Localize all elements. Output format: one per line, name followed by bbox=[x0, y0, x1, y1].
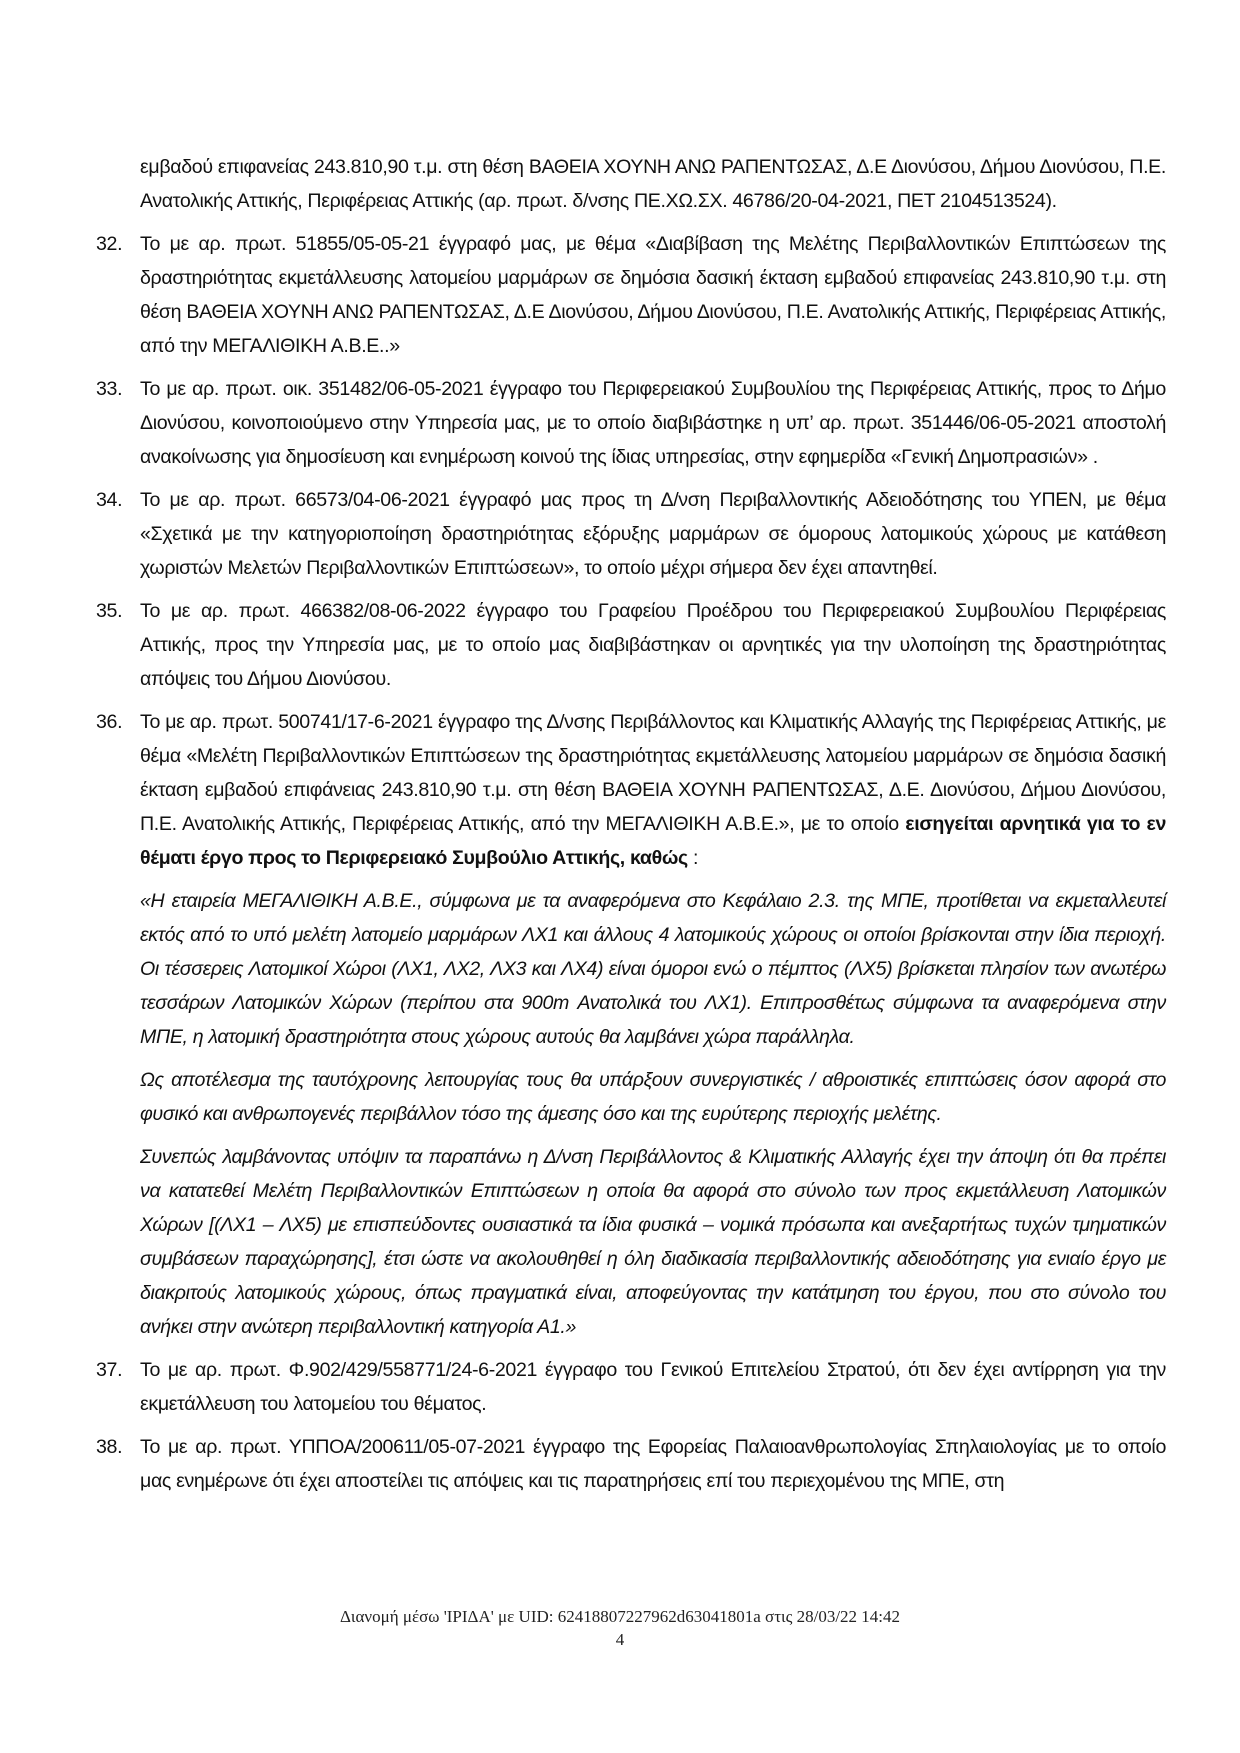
list-item-32 bbox=[96, 227, 1166, 363]
item-number: 32. bbox=[96, 233, 123, 255]
page-number: 4 bbox=[615, 1630, 625, 1649]
list-item-35 bbox=[96, 594, 1166, 696]
quote-paragraph-1: «Η εταιρεία ΜΕΓΑΛΙΘΙΚΗ Α.Β.Ε., σύμφωνα με τα αναφερόμενα στο Κεφάλαιο 2.3. της ΜΠΕ, προτίθεται να εκμεταλλευτεί εκτός από το υπό μελέτη λατομείο μαρμάρων ΛΧ1 και άλλους 4 λατομικούς χώρους οι οποίοι βρίσκονται στην ίδια περιοχή. Οι τέσσερεις Λατομικοί Χώροι (ΛΧ1, ΛΧ2, ΛΧ3 και ΛΧ4) είναι όμοροι ενώ ο πέμπτος (ΛΧ5) βρίσκεται πλησίον των ανωτέρω τεσσάρων Λατομικών Χώρων (περίπου στα 900m Ανατολικά του ΛΧ1). Επιπροσθέτως σύμφωνα τα αναφερόμενα στην ΜΠΕ, η λατομική δραστηριότητα στους χώρους αυτούς θα λαμβάνει χώρα παράλληλα. bbox=[140, 890, 1166, 1048]
item-number: 35. bbox=[96, 600, 123, 622]
quote-paragraph-2: Ως αποτέλεσμα της ταυτόχρονης λειτουργίας τους θα υπάρξουν συνεργιστικές / αθροιστικές επιπτώσεις όσον αφορά στο φυσικό και ανθρωπογενές περιβάλλον τόσο της άμεσης όσο και της ευρύτερης περιοχής μελέτης. bbox=[140, 1069, 1166, 1125]
list-item-38 bbox=[96, 1430, 1166, 1498]
list-item-34 bbox=[96, 483, 1166, 585]
page-footer bbox=[0, 1605, 1240, 1651]
item-text: Το με αρ. πρωτ. 66573/04-06-2021 έγγραφό μας προς τη Δ/νση Περιβαλλοντικής Αδειοδότησης του ΥΠΕΝ, με θέμα «Σχετικά με την κατηγοριοποίηση δραστηριότητας εξόρυξης μαρμάρων σε όμορους λατομικούς χώρους με κατάθεση χωριστών Μελετών Περιβαλλοντικών Επιπτώσεων», το οποίο μέχρι σήμερα δεν έχει απαντηθεί. bbox=[140, 489, 1166, 579]
distribution-note: Διανομή μέσω 'ΙΡΙΔΑ' με UID: 62418807227962d63041801a στις 28/03/22 14:42 bbox=[339, 1607, 901, 1626]
item-number: 38. bbox=[96, 1436, 123, 1458]
document-body bbox=[96, 150, 1166, 1507]
intro-continuation: εμβαδού επιφανείας 243.810,90 τ.μ. στη θέση ΒΑΘΕΙΑ ΧΟΥΝΗ ΑΝΩ ΡΑΠΕΝΤΩΣΑΣ, Δ.Ε Διονύσου, Δήμου Διονύσου, Π.Ε. Ανατολικής Αττικής, Περιφέρειας Αττικής (αρ. πρωτ. δ/νσης ΠΕ.ΧΩ.ΣΧ. 46786/20-04-2021, ΠΕΤ 2104513524). bbox=[140, 156, 1166, 212]
item-text-tail: : bbox=[687, 847, 699, 869]
item-text: Το με αρ. πρωτ. 51855/05-05-21 έγγραφό μας, με θέμα «Διαβίβαση της Μελέτης Περιβαλλοντικών Επιπτώσεων της δραστηριότητας εκμετάλλευσης λατομείου μαρμάρων σε δημόσια δασική έκταση εμβαδού επιφανείας 243.810,90 τ.μ. στη θέση ΒΑΘΕΙΑ ΧΟΥΝΗ ΑΝΩ ΡΑΠΕΝΤΩΣΑΣ, Δ.Ε Διονύσου, Δήμου Διονύσου, Π.Ε. Ανατολικής Αττικής, Περιφέρειας Αττικής, από την ΜΕΓΑΛΙΘΙΚΗ Α.Β.Ε..» bbox=[140, 233, 1166, 357]
list-item-37 bbox=[96, 1353, 1166, 1421]
item-number: 34. bbox=[96, 489, 123, 511]
list-item-33 bbox=[96, 372, 1166, 474]
list-item-36 bbox=[96, 705, 1166, 875]
quote-paragraph-3: Συνεπώς λαμβάνοντας υπόψιν τα παραπάνω η Δ/νση Περιβάλλοντος & Κλιματικής Αλλαγής έχει την άποψη ότι θα πρέπει να κατατεθεί Μελέτη Περιβαλλοντικών Επιπτώσεων η οποία θα αφορά στο σύνολο των προς εκμετάλλευση Λατομικών Χώρων [(ΛΧ1 – ΛΧ5) με επισπεύδοντες ουσιαστικά τα ίδια φυσικά – νομικά πρόσωπα και ανεξαρτήτως τυχών τμηματικών συμβάσεων παραχώρησης], έτσι ώστε να ακολουθηθεί η όλη διαδικασία περιβαλλοντικής αδειοδότησης για ενιαίο έργο με διακριτούς λατομικούς χώρους, όπως πραγματικά είναι, αποφεύγοντας την κατάτμηση του έργου, που στο σύνολο του ανήκει στην ανώτερη περιβαλλοντική κατηγορία Α1.» bbox=[140, 1146, 1166, 1338]
item-number: 36. bbox=[96, 711, 123, 733]
item-text: Το με αρ. πρωτ. οικ. 351482/06-05-2021 έγγραφο του Περιφερειακού Συμβουλίου της Περιφέρειας Αττικής, προς το Δήμο Διονύσου, κοινοποιούμενο στην Υπηρεσία μας, με το οποίο διαβιβάστηκε η υπ’ αρ. πρωτ. 351446/06-05-2021 αποστολή ανακοίνωσης για δημοσίευση και ενημέρωση κοινού της ίδιας υπηρεσίας, στην εφημερίδα «Γενική Δημοπρασιών» . bbox=[140, 378, 1166, 468]
item-text: Το με αρ. πρωτ. Φ.902/429/558771/24-6-2021 έγγραφο του Γενικού Επιτελείου Στρατού, ότι δεν έχει αντίρρηση για την εκμετάλλευση του λατομείου του θέματος. bbox=[140, 1359, 1166, 1415]
item-text: Το με αρ. πρωτ. 466382/08-06-2022 έγγραφο του Γραφείου Προέδρου του Περιφερειακού Συμβουλίου Περιφέρειας Αττικής, προς την Υπηρεσία μας, με το οποίο μας διαβιβάστηκαν οι αρνητικές για την υλοποίηση της δραστηριότητας απόψεις του Δήμου Διονύσου. bbox=[140, 600, 1166, 690]
item-number: 33. bbox=[96, 378, 123, 400]
item-number: 37. bbox=[96, 1359, 123, 1381]
item-text: Το με αρ. πρωτ. ΥΠΠΟΑ/200611/05-07-2021 έγγραφο της Εφορείας Παλαιοανθρωπολογίας Σπηλαιολογίας με το οποίο μας ενημέρωνε ότι έχει αποστείλει τις απόψεις και τις παρατηρήσεις επί του περιεχομένου της ΜΠΕ, στη bbox=[140, 1436, 1166, 1492]
item-bold-text: εισηγείται αρνητικά για το εν θέματι έργο προς το Περιφερειακό Συμβούλιο Αττικής, καθώς bbox=[140, 813, 1166, 869]
item-text: Το με αρ. πρωτ. 500741/17-6-2021 έγγραφο της Δ/νσης Περιβάλλοντος και Κλιματικής Αλλαγής της Περιφέρειας Αττικής, με θέμα «Μελέτη Περιβαλλοντικών Επιπτώσεων της δραστηριότητας εκμετάλλευσης λατομείου μαρμάρων σε δημόσια δασική έκταση εμβαδού επιφάνειας 243.810,90 τ.μ. στη θέση ΒΑΘΕΙΑ ΧΟΥΝΗ ΡΑΠΕΝΤΩΣΑΣ, Δ.Ε. Διονύσου, Δήμου Διονύσου, Π.Ε. Ανατολικής Αττικής, Περιφέρειας Αττικής, από την ΜΕΓΑΛΙΘΙΚΗ Α.Β.Ε.», με το οποίο bbox=[140, 711, 1166, 835]
